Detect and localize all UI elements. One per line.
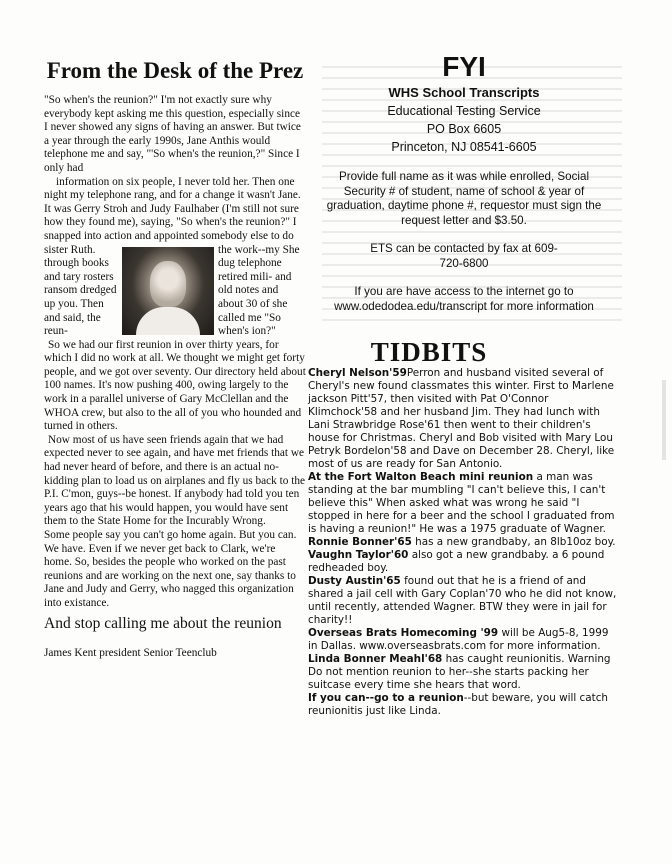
tidbit-lead: Ronnie Bonner'65 <box>308 536 412 548</box>
photo-face <box>150 261 186 307</box>
prez-paragraph: Now most of us have seen friends again that we had expected never to see again, and have met friends that we had never heard of before, and there is an actual no-kidding plan to load us on airplanes and fly us back to the P.I. C'mon, guys--be honest. If anybody had told you ten years ago that his would happen, you would have sent them to the State Home for the Incurably Wrong. <box>44 433 306 528</box>
tidbit-lead: Linda Bonner Meahl'68 <box>308 653 443 665</box>
wrap-text-left: sister Ruth. through books and tary rosters ransom dredged up you. Then and said, the reun- <box>44 243 117 338</box>
author-photo <box>122 247 214 335</box>
tidbit-item <box>308 471 618 536</box>
tidbit-text: found out that he is a friend of and shared a jail cell with Gary Coplan'70 who he did not know, until recently, attended Wagner. BTW they were in jail for charity!! <box>308 575 617 626</box>
tidbit-item <box>308 549 618 575</box>
tidbit-lead: At the Fort Walton Beach mini reunion <box>308 471 534 483</box>
prez-paragraph: So we had our first reunion in over thirty years, for which I did no work at all. We thought we might get forty people, and we got over seventy. Our directory held about 100 names. It's now pushing 400, owing largely to the work in a parallel universe of Gary McClellan and the WHOA crew, but also to the all of you who hounded and turned in others. <box>44 338 306 433</box>
tidbit-lead: Cheryl Nelson'59 <box>308 367 407 379</box>
prez-paragraph: Some people say you can't go home again. But you can. We have. Even if we never get back to Clark, we're home. So, besides the people who worked on the past reunions and are working on the next one, say thanks to Jane and Judy and Gerry, who nagged this organization into existance. <box>44 529 297 609</box>
tidbit-text: has caught reunionitis. Warning Do not mention reunion to her--she starts packing her suitcase every time she hears that word. <box>308 653 611 691</box>
fyi-address-line: Educational Testing Service <box>387 104 541 118</box>
photo-wrap-row <box>44 244 306 339</box>
tidbit-text: will be Aug5-8, 1999 in Dallas. www.overseasbrats.com for more information. <box>308 627 609 652</box>
tidbit-item <box>308 575 618 627</box>
fyi-instructions: Provide full name as it was while enrolled, Social Security # of student, name of school & year of graduation, daytime phone #, requestor must sign the request letter and $3.50. <box>326 170 602 227</box>
tidbit-lead: Overseas Brats Homecoming '99 <box>308 627 499 639</box>
fyi-address-line: Princeton, NJ 08541-6605 <box>391 140 537 154</box>
tidbit-lead: Vaughn Taylor'60 <box>308 549 409 561</box>
tidbit-text: --but beware, you will catch reunionitis just like Linda. <box>308 692 608 717</box>
tidbits-list <box>308 367 618 718</box>
fyi-internet: If you are have access to the internet go to www.odedodea.edu/transcript for more information <box>334 285 594 313</box>
fyi-fax: ETS can be contacted by fax at 609-720-6800 <box>370 242 558 270</box>
tidbit-lead: If you can--go to a reunion <box>308 692 464 704</box>
prez-paragraph: information on six people, I never told her. Then one night my telephone rang, and for a change it wasn't Jane. It was Gerry Stroh and Judy Faulhaber (I'm still not sure how they found me), saying, "So when's the reunion?" I snapped into action and appointed somebody else to do <box>44 175 301 242</box>
wrap-text-right: the work--my She dug telephone retired mili- and old notes and about 30 of she called me "So when's ion?" <box>218 243 300 338</box>
fyi-subtitle: WHS School Transcripts <box>388 85 540 100</box>
tidbit-text: has a new grandbaby, an 8lb10oz boy. <box>411 536 616 548</box>
tidbit-lead: Dusty Austin'65 <box>308 575 401 587</box>
prez-title: From the Desk of the Prez <box>46 58 304 83</box>
prez-paragraph: "So when's the reunion?" I'm not exactly sure why everybody kept asking me this question, especially since I never showed any signs of having an answer. But twice a year through the early 1990s, Jane Anthis would telephone me and say, "'So when's the reunion,?" Since I only had <box>44 94 301 174</box>
tidbit-text: a man was standing at the bar mumbling "I can't believe this, I can't believe this" When asked what was wrong he said "I stopped in here for a beer and the school I graduated from is having a reunion!" He was a 1975 graduate of Wagner. <box>308 471 615 535</box>
fyi-address-line: PO Box 6605 <box>426 122 502 136</box>
photo-shirt <box>136 307 200 335</box>
page-edge-mark <box>662 380 666 460</box>
tidbit-item <box>308 653 618 692</box>
prez-closing: And stop calling me about the reunion <box>44 614 282 632</box>
tidbits-title: TIDBITS <box>370 337 488 367</box>
tidbit-text: Perron and husband visited several of Cheryl's new found classmates this winter. First to Marlene jackson Pitt'57, then visited with Pat O'Connor Klimchock'58 and her husband Jim. They had lunch with Lani Strawbridge Rose'61 then went to their children's house for Christmas. Cheryl and Bob visited with Mary Lou Petryk Bordelon'58 and Dave on December 28. Cheryl, like most of us are ready for San Antonio. <box>308 367 615 470</box>
fyi-section <box>312 52 616 314</box>
prez-signature: James Kent president Senior Teenclub <box>44 646 217 659</box>
fyi-title: FYI <box>442 51 486 82</box>
tidbit-item <box>308 692 618 718</box>
tidbit-item <box>308 367 618 471</box>
tidbit-text: also got a new grandbaby. a 6 pound redheaded boy. <box>308 549 605 574</box>
tidbit-item <box>308 627 618 653</box>
tidbit-item <box>308 536 618 549</box>
right-column <box>308 51 617 718</box>
